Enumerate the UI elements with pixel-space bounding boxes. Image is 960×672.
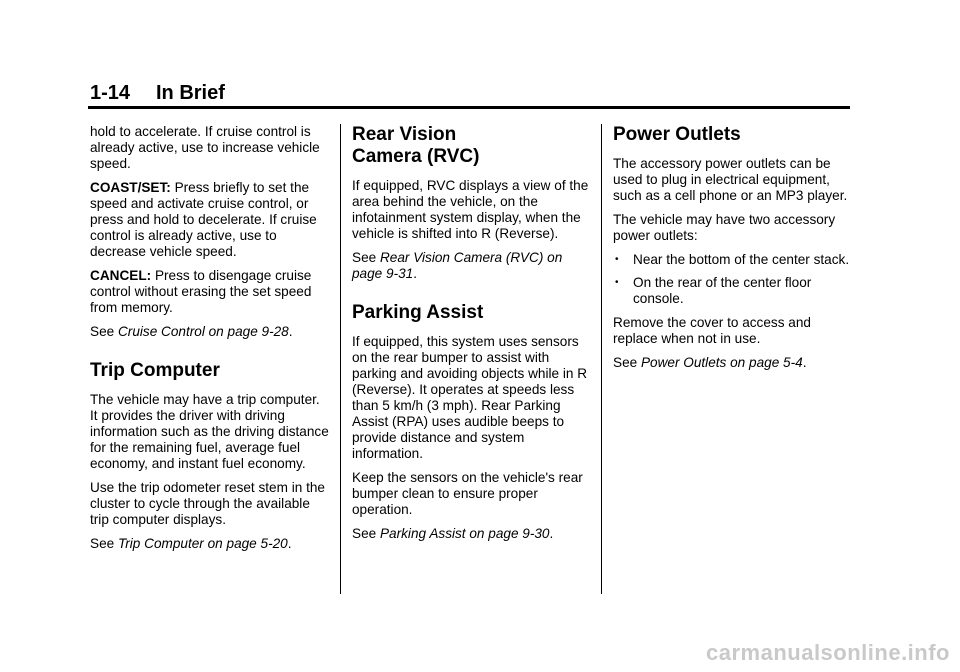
rvc-ref-link[interactable]: Rear Vision Camera (RVC) on page 9-31 [352,250,563,281]
column-1 [90,124,330,560]
power-outlets-ref-link[interactable]: Power Outlets on page 5-4 [640,355,803,370]
power-outlets-heading: Power Outlets [613,124,741,145]
parking-assist-paragraph: If equipped, this system uses sensors on the rear bumper to assist with parking and avoiding objects while in R (Reverse). It operates at speeds less than 5 km/h (3 mph). Rear Parking Assist (RPA) uses audible beeps to provide distance and system information. [352,334,588,461]
cancel-text: Press to disengage cruise control without erasing the set speed from memory. [90,268,312,315]
power-see-reference: See Power Outlets on page 5-4. [613,355,807,370]
cancel-paragraph [90,268,330,316]
column-divider-1 [340,124,341,594]
trip-computer-heading: Trip Computer [90,360,220,381]
parking-assist-heading: Parking Assist [352,302,484,323]
page-number: 1-14 [90,82,131,104]
cruise-control-ref-link[interactable]: Cruise Control on page 9-28 [117,324,289,339]
page-header [88,80,850,109]
coast-set-label: COAST/SET: [90,180,171,195]
rear-vision-camera-heading: Rear Vision Camera (RVC) [352,124,480,167]
trip-odometer-paragraph: Use the trip odometer reset stem in the cluster to cycle through the available trip computer displays. [90,480,325,527]
section-title: In Brief [156,82,225,104]
parking-see-reference: See Parking Assist on page 9-30. [352,526,554,541]
trip-computer-ref-link[interactable]: Trip Computer on page 5-20 [117,536,288,551]
trip-see-reference: See Trip Computer on page 5-20. [90,536,292,551]
watermark: carmanualsonline.info [706,640,950,665]
cancel-label: CANCEL: [90,268,152,283]
power-outlets-count-paragraph: The vehicle may have two accessory power outlets: [613,212,836,243]
column-2 [352,124,592,550]
rvc-see-reference: See Rear Vision Camera (RVC) on page 9-31. [352,250,563,281]
trip-computer-paragraph: The vehicle may have a trip computer. It provides the driver with driving information such as the driving distance for the remaining fuel, average fuel economy, and instant fuel economy. [90,392,329,471]
column-divider-2 [601,124,602,594]
parking-assist-ref-link[interactable]: Parking Assist on page 9-30 [379,526,550,541]
outlet-location-list [613,252,853,307]
power-outlets-paragraph: The accessory power outlets can be used to plug in electrical equipment, such as a cell phone or an MP3 player. [613,156,848,203]
power-cover-paragraph: Remove the cover to access and replace when not in use. [613,315,811,346]
coast-set-paragraph [90,180,330,260]
bullet-icon: • [615,277,619,288]
cruise-continued-paragraph: hold to accelerate. If cruise control is already active, use to increase vehicle speed. [90,124,320,171]
coast-set-text: Press briefly to set the speed and activate cruise control, or press and hold to decelerate. If cruise control is already active, use to decrease vehicle speed. [90,180,317,259]
parking-sensors-paragraph: Keep the sensors on the vehicle's rear bumper clean to ensure proper operation. [352,470,583,517]
cruise-see-reference: See Cruise Control on page 9-28. [90,324,293,339]
rvc-paragraph: If equipped, RVC displays a view of the area behind the vehicle, on the infotainment system display, when the vehicle is shifted into R (Reverse). [352,178,589,241]
list-item: • Near the bottom of the center stack. [615,252,850,267]
column-3 [613,124,853,379]
bullet-icon: • [615,254,619,265]
list-item: • On the rear of the center floor console. [615,275,812,306]
